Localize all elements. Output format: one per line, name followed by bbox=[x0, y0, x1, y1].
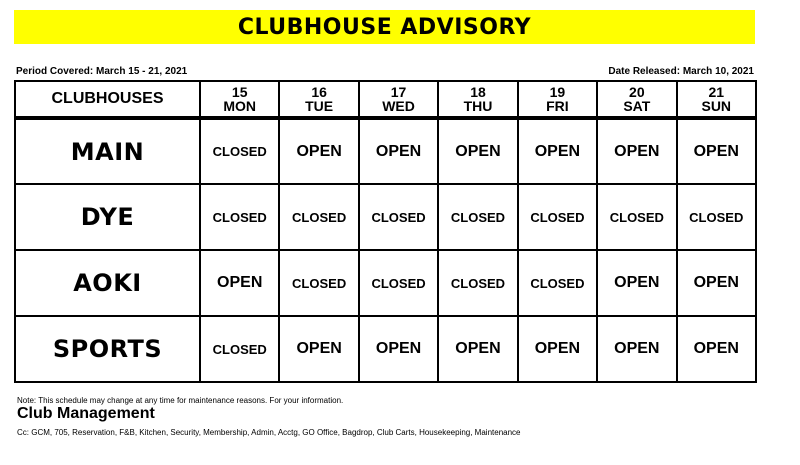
signature: Club Management bbox=[17, 405, 155, 422]
status-cell: OPEN bbox=[438, 118, 517, 184]
day-name: SAT bbox=[623, 98, 651, 114]
status-cell: CLOSED bbox=[677, 184, 756, 250]
day-name: MON bbox=[223, 98, 257, 114]
page-title: CLUBHOUSE ADVISORY bbox=[237, 14, 532, 40]
clubhouse-name: MAIN bbox=[15, 118, 200, 184]
status-cell: CLOSED bbox=[200, 184, 279, 250]
day-header bbox=[200, 81, 279, 118]
status-cell: OPEN bbox=[677, 316, 756, 382]
status-cell: OPEN bbox=[279, 118, 358, 184]
status-cell: CLOSED bbox=[518, 184, 597, 250]
status-cell: CLOSED bbox=[438, 184, 517, 250]
status-cell: CLOSED bbox=[279, 184, 358, 250]
day-date: 16 bbox=[311, 84, 327, 100]
status-cell: CLOSED bbox=[518, 250, 597, 316]
clubhouse-name: AOKI bbox=[15, 250, 200, 316]
status-cell: OPEN bbox=[597, 316, 676, 382]
status-cell: CLOSED bbox=[200, 118, 279, 184]
status-cell: CLOSED bbox=[279, 250, 358, 316]
status-cell: OPEN bbox=[518, 118, 597, 184]
day-name: FRI bbox=[546, 98, 569, 114]
status-cell: OPEN bbox=[597, 118, 676, 184]
clubhouses-header: CLUBHOUSES bbox=[15, 81, 200, 118]
day-header bbox=[438, 81, 517, 118]
status-cell: OPEN bbox=[359, 316, 438, 382]
status-cell: OPEN bbox=[597, 250, 676, 316]
clubhouse-row bbox=[15, 316, 756, 382]
day-header bbox=[359, 81, 438, 118]
clubhouse-name: DYE bbox=[15, 184, 200, 250]
day-date: 19 bbox=[549, 84, 566, 100]
day-header bbox=[677, 81, 756, 118]
clubhouse-row bbox=[15, 184, 756, 250]
day-name: THU bbox=[463, 98, 493, 114]
day-header bbox=[597, 81, 676, 118]
status-cell: OPEN bbox=[359, 118, 438, 184]
day-header bbox=[279, 81, 358, 118]
status-cell: OPEN bbox=[518, 316, 597, 382]
status-cell: OPEN bbox=[279, 316, 358, 382]
status-cell: OPEN bbox=[200, 250, 279, 316]
cc-list: Cc: GCM, 705, Reservation, F&B, Kitchen, Security, Membership, Admin, Acctg, GO Office, Bagdrop, Club Carts, Housekeeping, Maintenance bbox=[17, 428, 521, 437]
title-banner bbox=[14, 10, 755, 44]
schedule-table bbox=[14, 80, 757, 383]
status-cell: OPEN bbox=[438, 316, 517, 382]
day-date: 17 bbox=[390, 84, 407, 100]
day-name: WED bbox=[382, 98, 415, 114]
status-cell: CLOSED bbox=[438, 250, 517, 316]
day-date: 21 bbox=[708, 84, 725, 100]
period-covered: Period Covered: March 15 - 21, 2021 bbox=[16, 66, 188, 77]
clubhouse-row bbox=[15, 250, 756, 316]
status-cell: CLOSED bbox=[359, 184, 438, 250]
day-header bbox=[518, 81, 597, 118]
status-cell: OPEN bbox=[677, 250, 756, 316]
header-row bbox=[15, 81, 756, 118]
day-date: 18 bbox=[470, 84, 486, 100]
day-date: 20 bbox=[629, 84, 645, 100]
clubhouse-name: SPORTS bbox=[15, 316, 200, 382]
status-cell: OPEN bbox=[677, 118, 756, 184]
day-date: 15 bbox=[231, 84, 248, 100]
status-cell: CLOSED bbox=[200, 316, 279, 382]
status-cell: CLOSED bbox=[597, 184, 676, 250]
day-name: TUE bbox=[305, 98, 334, 114]
day-name: SUN bbox=[701, 98, 732, 114]
schedule-note: Note: This schedule may change at any time for maintenance reasons. For your information. bbox=[17, 396, 344, 405]
clubhouse-row bbox=[15, 118, 756, 184]
status-cell: CLOSED bbox=[359, 250, 438, 316]
date-released: Date Released: March 10, 2021 bbox=[608, 66, 754, 77]
